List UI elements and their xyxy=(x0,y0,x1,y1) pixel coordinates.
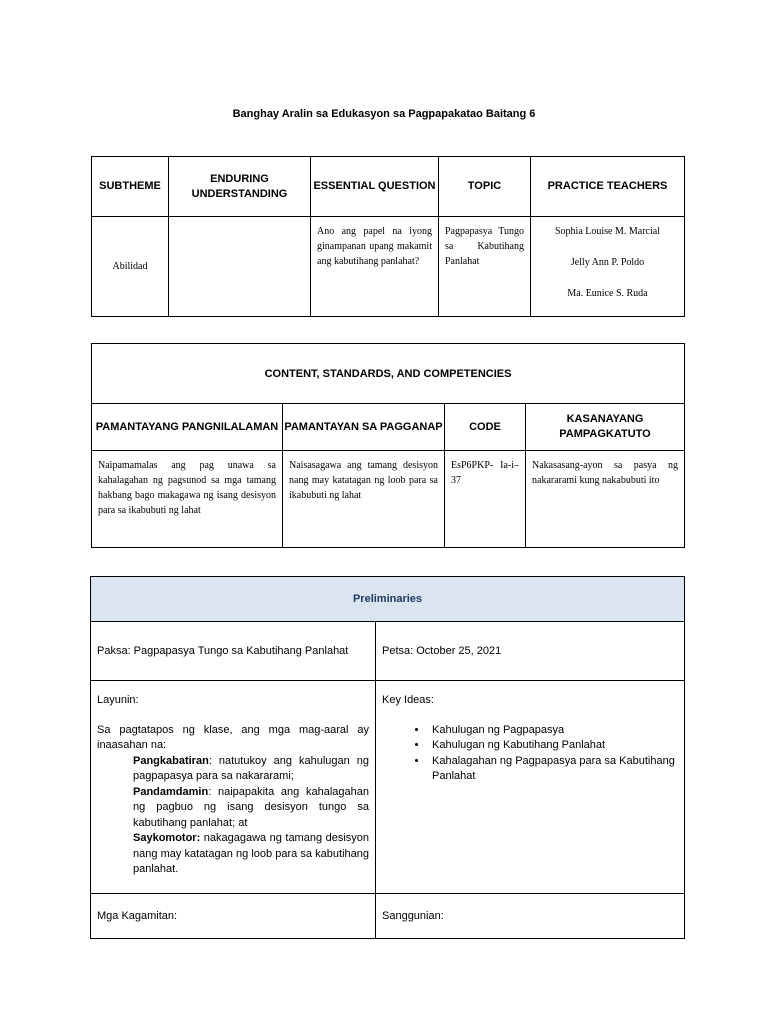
header-practice-teachers: PRACTICE TEACHERS xyxy=(531,157,685,217)
competencies-title: CONTENT, STANDARDS, AND COMPETENCIES xyxy=(92,344,685,404)
objective-item xyxy=(97,754,369,785)
header-essential-question: ESSENTIAL QUESTION xyxy=(311,157,439,217)
layunin-label: Layunin: xyxy=(97,694,139,706)
objective-term: Saykomotor: xyxy=(133,832,201,844)
objective-text: nakagagawa ng tamang desisyon nang may katatagan ng loob para sa kabutihang panlahat. xyxy=(133,832,369,875)
layunin-cell xyxy=(91,681,376,894)
essential-question-text: Ano ang papel na iyong ginampanan upang makamit ang kabutihang panlahat? xyxy=(317,226,432,267)
teachers-cell xyxy=(531,217,685,317)
header-kasanayang-pampagkatuto: KASANAYANG PAMPAGKATUTO xyxy=(526,404,685,451)
objective-item xyxy=(97,785,369,832)
essential-question-cell xyxy=(311,217,439,317)
objective-text: natutukoy ang kahulugan ng pagpapasya para sa nakararami; xyxy=(133,754,369,782)
enduring-understanding-cell xyxy=(169,217,311,317)
key-idea-item: • Kahulugan ng Kabutihang Panlahat xyxy=(428,738,678,754)
overview-table xyxy=(91,156,685,317)
kasanayan-cell xyxy=(526,451,685,548)
sanggunian-cell: Sanggunian: xyxy=(376,894,685,939)
objective-item xyxy=(97,831,369,878)
key-ideas-list xyxy=(382,723,678,785)
header-topic: TOPIC xyxy=(439,157,531,217)
topic-text: Pagpapasya Tungo sa Kabutihang Panlahat xyxy=(445,226,524,267)
key-ideas-cell xyxy=(376,681,685,894)
header-pamantayan-sa-pagganap: PAMANTAYAN SA PAGGANAP xyxy=(283,404,445,451)
pagganap-text: Naisasagawa ang tamang desisyon nang may katatagan ng loob para sa ikabubuti ng lahat xyxy=(289,460,438,501)
key-idea-item: • Kahalagahan ng Pagpapasya para sa Kabutihang Panlahat xyxy=(428,754,678,785)
teacher-name: Sophia Louise M. Marcial xyxy=(555,226,660,237)
objective-term: Pandamdamin xyxy=(133,785,209,798)
paksa-cell: Paksa: Pagpapasya Tungo sa Kabutihang Panlahat xyxy=(91,622,376,681)
kagamitan-cell: Mga Kagamitan: xyxy=(91,894,376,939)
teacher-name: Jelly Ann P. Poldo xyxy=(570,257,645,268)
key-ideas-label: Key Ideas: xyxy=(382,694,434,706)
objective-term: Pangkabatiran xyxy=(133,754,209,767)
topic-cell xyxy=(439,217,531,317)
objective-separator: : xyxy=(208,754,212,767)
pangnilalaman-text: Naipamamalas ang pag unawa sa kahalagahan ng pagsunod sa mga tamang hakbang bago makagawa ng isang desisyon para sa ikabubuti ng lahat xyxy=(98,460,276,516)
code-text: EsP6PKP- Ia-i– 37 xyxy=(451,460,519,486)
petsa-cell: Petsa: October 25, 2021 xyxy=(376,622,685,681)
layunin-intro: Sa pagtatapos ng klase, ang mga mag-aaral ay inaasahan na: xyxy=(97,723,369,751)
objective-text: naipapakita ang kahalagahan ng pagbuo ng isang desisyon tungo sa kabutihang panlahat; at xyxy=(133,785,369,829)
preliminaries-heading: Preliminaries xyxy=(91,577,685,622)
code-cell xyxy=(445,451,526,548)
header-enduring-understanding: ENDURING UNDERSTANDING xyxy=(169,157,311,217)
header-code: CODE xyxy=(445,404,526,451)
kasanayan-text: Nakasasang-ayon sa pasya ng nakararami kung nakabubuti ito xyxy=(532,460,679,486)
pagganap-cell xyxy=(283,451,445,548)
header-subtheme: SUBTHEME xyxy=(92,157,169,217)
preliminaries-table xyxy=(90,576,685,939)
objective-separator: : xyxy=(208,785,212,798)
subtheme-cell: Abilidad xyxy=(92,217,169,317)
competencies-table xyxy=(91,343,685,548)
header-pamantayang-pangnilalaman: PAMANTAYANG PANGNILALAMAN xyxy=(92,404,283,451)
pangnilalaman-cell xyxy=(92,451,283,548)
key-idea-item: • Kahulugan ng Pagpapasya xyxy=(428,723,678,739)
teacher-name: Ma. Eunice S. Ruda xyxy=(567,288,648,299)
document-title: Banghay Aralin sa Edukasyon sa Pagpapakatao Baitang 6 xyxy=(232,108,536,120)
